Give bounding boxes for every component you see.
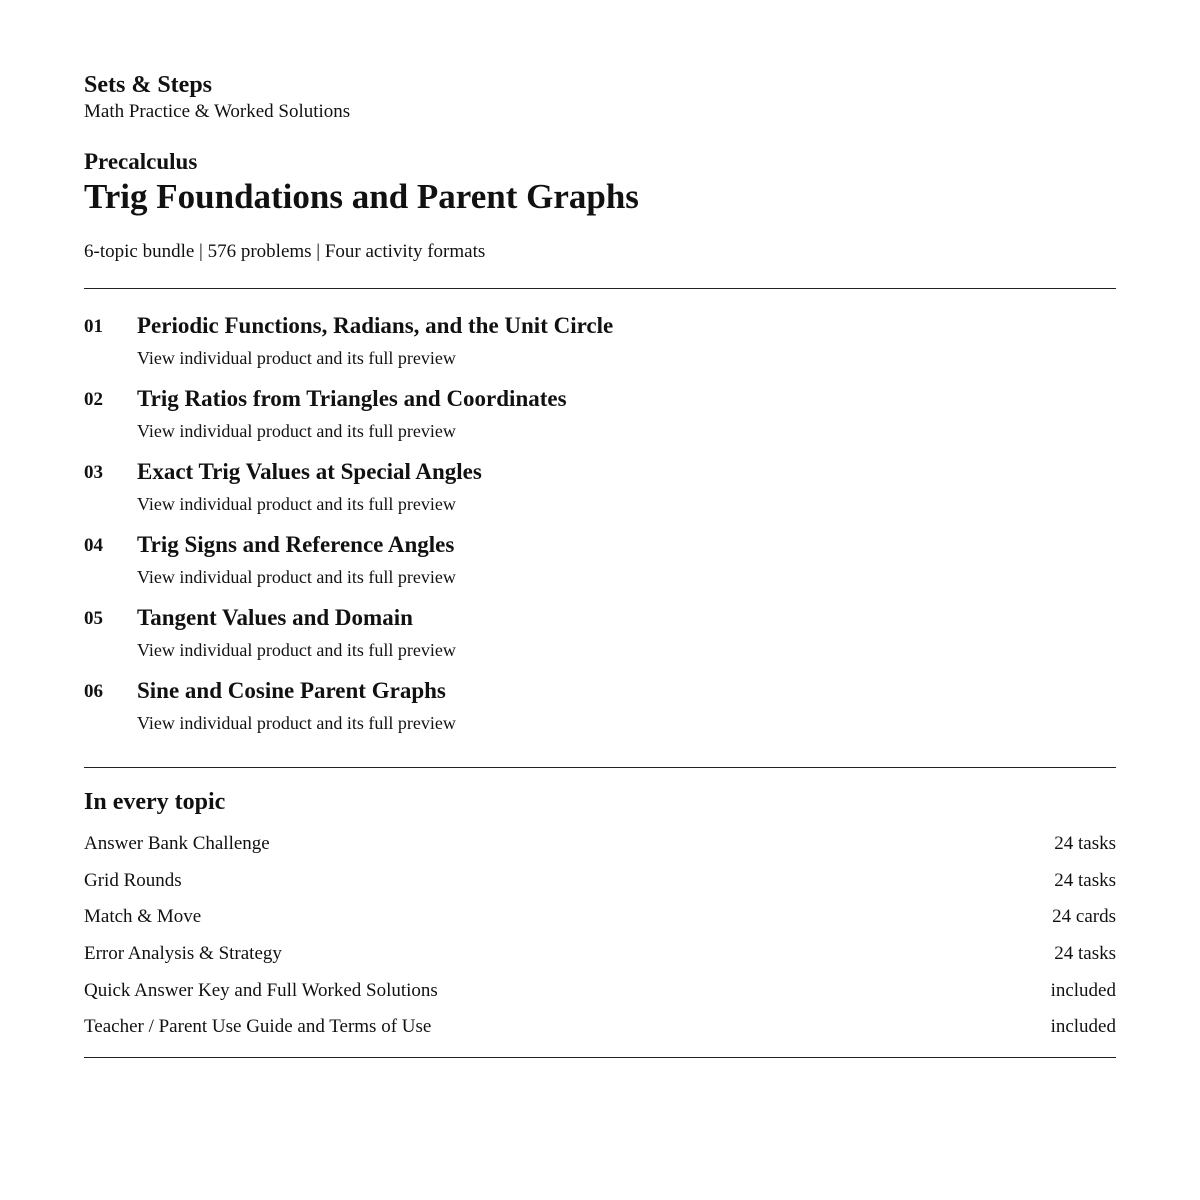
view-product-link[interactable]: View individual product and its full preview [137,713,456,733]
view-product-link[interactable]: View individual product and its full preview [137,421,456,441]
includes-row [84,826,1116,863]
includes-value: 24 tasks [1054,943,1116,965]
includes-value: included [1050,979,1116,1001]
includes-value: 24 cards [1052,906,1116,928]
topic-item [84,455,1116,528]
includes-row [84,936,1116,973]
topic-title: Sine and Cosine Parent Graphs [137,678,446,703]
includes-value: included [1050,1016,1116,1038]
topic-number: 02 [84,389,103,410]
topic-number: 05 [84,608,103,629]
divider [84,767,1116,768]
includes-row [84,972,1116,1009]
includes-value: 24 tasks [1054,833,1116,855]
includes-label: Quick Answer Key and Full Worked Solutions [84,979,438,1001]
subject-label: Precalculus [84,149,198,174]
topic-title: Trig Signs and Reference Angles [137,532,455,557]
topic-item [84,309,1116,382]
topic-item [84,528,1116,601]
view-product-link[interactable]: View individual product and its full preview [137,567,456,587]
topic-item [84,674,1116,747]
includes-label: Answer Bank Challenge [84,833,270,855]
includes-list [84,826,1116,1057]
view-product-link[interactable]: View individual product and its full preview [137,348,456,368]
view-product-link[interactable]: View individual product and its full preview [137,494,456,514]
topic-item [84,601,1116,674]
divider [84,1057,1116,1058]
includes-label: Error Analysis & Strategy [84,943,282,965]
topic-item [84,382,1116,455]
topic-number: 06 [84,681,103,702]
topic-number: 03 [84,462,103,483]
view-product-link[interactable]: View individual product and its full preview [137,640,456,660]
bundle-summary: 6-topic bundle | 576 problems | Four activity formats [84,241,486,262]
section-heading: In every topic [84,789,226,815]
brand-header [84,70,1116,124]
brand-name: Sets & Steps [84,72,213,98]
includes-label: Grid Rounds [84,869,182,891]
includes-label: Match & Move [84,906,202,928]
includes-label: Teacher / Parent Use Guide and Terms of Use [84,1016,432,1038]
topic-number: 01 [84,316,103,337]
includes-row [84,1009,1116,1046]
page-title: Trig Foundations and Parent Graphs [84,177,639,216]
topic-title: Tangent Values and Domain [137,605,413,630]
brand-tagline: Math Practice & Worked Solutions [84,101,351,122]
includes-value: 24 tasks [1054,869,1116,891]
includes-row [84,899,1116,936]
topic-title: Periodic Functions, Radians, and the Unit Circle [137,313,614,338]
topic-number: 04 [84,535,103,556]
topic-title: Trig Ratios from Triangles and Coordinates [137,386,567,411]
topic-list [84,289,1116,767]
includes-row [84,863,1116,900]
topic-title: Exact Trig Values at Special Angles [137,459,482,484]
